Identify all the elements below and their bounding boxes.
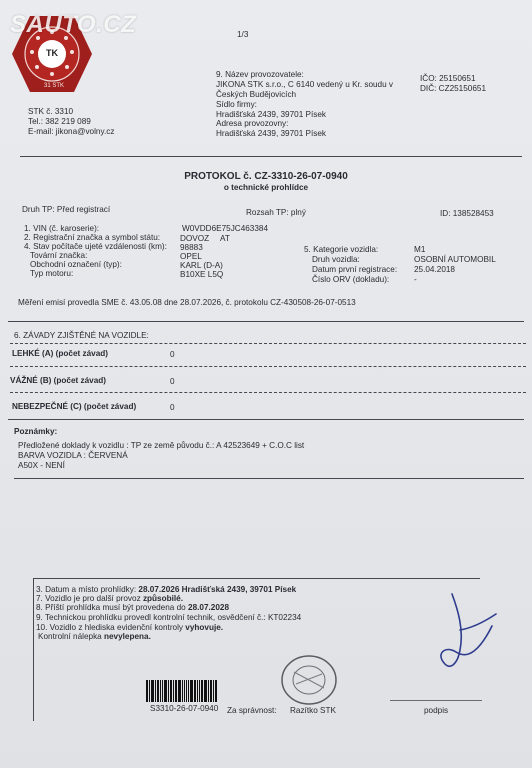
result-date-place: 3. Datum a místo prohlídky: 28.07.2026 Hradišťská 2439, 39701 Písek <box>36 585 297 594</box>
engine-label: Typ motoru: <box>30 269 74 278</box>
divider <box>10 343 526 344</box>
vin-label: 1. VIN (č. karoserie): <box>24 224 100 233</box>
odometer-label: 4. Stav počítače ujeté vzdálenosti (km): <box>24 242 167 251</box>
logo-ring-text: 31 STK <box>44 83 65 89</box>
logo-text: TK <box>46 48 58 58</box>
station-email: E-mail: jikona@volny.cz <box>28 127 115 136</box>
defects-serious-label: VÁŽNÉ (B) (počet závad) <box>10 376 106 385</box>
engine-value: B10XE L5Q <box>180 270 224 279</box>
reg-value: DOVOZ AT <box>180 234 230 243</box>
inspection-id: ID: 138528453 <box>440 209 494 218</box>
brand-value: OPEL <box>180 252 202 261</box>
protocol-title: PROTOKOL č. CZ-3310-26-07-0940 <box>184 171 348 182</box>
defects-serious-count: 0 <box>170 377 175 386</box>
stamp-circle <box>280 654 338 706</box>
station-phone: Tel.: 382 219 089 <box>28 117 91 126</box>
notes-line1: Předložené doklady k vozidlu : TP ze země původu č.: A 42523649 + C.O.C list <box>18 441 305 450</box>
result-technician: 9. Technickou prohlídku provedl kontrolní technik, osvědčení č.: KT02234 <box>36 613 302 622</box>
category-value: M1 <box>414 245 426 254</box>
ico-number: IČO: 25150651 <box>420 74 476 83</box>
protocol-subtitle: o technické prohlídce <box>223 183 309 192</box>
inspection-type: Druh TP: Před registrací <box>22 205 111 214</box>
signature-scribble <box>430 590 510 680</box>
dic-number: DIČ: CZ25150651 <box>420 84 486 93</box>
barcode <box>146 680 218 702</box>
first-reg-value: 25.04.2018 <box>414 265 455 274</box>
operator-seat-label: Sídlo firmy: <box>216 100 257 109</box>
operator-seat: Hradišťská 2439, 39701 Písek <box>216 110 327 119</box>
emissions-text: Měření emisí provedla SME č. 43.05.08 dne 28.07.2026, č. protokolu CZ-430508-26-07-0513 <box>18 298 356 307</box>
divider <box>10 392 526 393</box>
orv-value: - <box>414 275 417 284</box>
notes-heading: Poznámky: <box>14 427 58 436</box>
kind-value: OSOBNÍ AUTOMOBIL <box>414 255 496 264</box>
divider <box>8 419 524 420</box>
defects-heading: 6. ZÁVADY ZJIŠTĚNÉ NA VOZIDLE: <box>14 331 149 340</box>
operator-label: 9. Název provozovatele: <box>216 70 304 79</box>
model-label: Obchodní označení (typ): <box>30 260 122 269</box>
odometer-value: 98883 <box>180 243 203 252</box>
operator-address-label: Adresa provozovny: <box>216 119 289 128</box>
defects-dangerous-count: 0 <box>170 403 175 412</box>
page-number: 1/3 <box>237 30 249 39</box>
result-fitness: 7. Vozidlo je pro další provoz způsobilé. <box>36 594 183 603</box>
divider <box>14 478 524 479</box>
orv-label: Číslo ORV (dokladu): <box>312 275 390 284</box>
divider <box>10 366 526 367</box>
defects-light-label: LEHKÉ (A) (počet závad) <box>12 349 108 358</box>
correctness-label: Za správnost: <box>227 706 277 715</box>
barcode-text: S3310-26-07-0940 <box>150 704 219 713</box>
operator-line2: Českých Budějovicích <box>216 90 297 99</box>
signature-line <box>390 700 482 701</box>
stamp-label: Razítko STK <box>290 706 336 715</box>
category-label: 5. Kategorie vozidla: <box>304 245 379 254</box>
vin-value: W0VDD6E75JC463384 <box>182 224 269 233</box>
reg-label: 2. Registrační značka a symbol státu: <box>24 233 161 242</box>
defects-dangerous-label: NEBEZPEČNÉ (C) (počet závad) <box>12 402 137 411</box>
operator-address: Hradišťská 2439, 39701 Písek <box>216 129 327 138</box>
inspection-scope: Rozsah TP: plný <box>246 208 306 217</box>
result-sticker: Kontrolní nálepka nevylepena. <box>38 632 151 641</box>
notes-line2: BARVA VOZIDLA : ČERVENÁ <box>18 451 128 460</box>
first-reg-label: Datum první registrace: <box>312 265 398 274</box>
result-next-inspection: 8. Příští prohlídka musí být provedena do 28.07.2028 <box>36 603 229 612</box>
result-evidence-check: 10. Vozidlo z hlediska evidenční kontroly vyhovuje. <box>36 623 224 632</box>
signature-label: podpis <box>424 706 449 715</box>
notes-line3: A50X - NENÍ <box>18 461 65 470</box>
divider <box>8 321 524 322</box>
model-value: KARL (D-A) <box>180 261 223 270</box>
watermark: SAUTO.CZ <box>10 11 137 38</box>
kind-label: Druh vozidla: <box>312 255 360 264</box>
station-number: STK č. 3310 <box>28 107 74 116</box>
divider <box>20 156 522 157</box>
defects-light-count: 0 <box>170 350 175 359</box>
brand-label: Tovární značka: <box>30 251 88 260</box>
operator-line1: JIKONA STK s.r.o., C 6140 vedený u Kr. soudu v <box>216 80 394 89</box>
